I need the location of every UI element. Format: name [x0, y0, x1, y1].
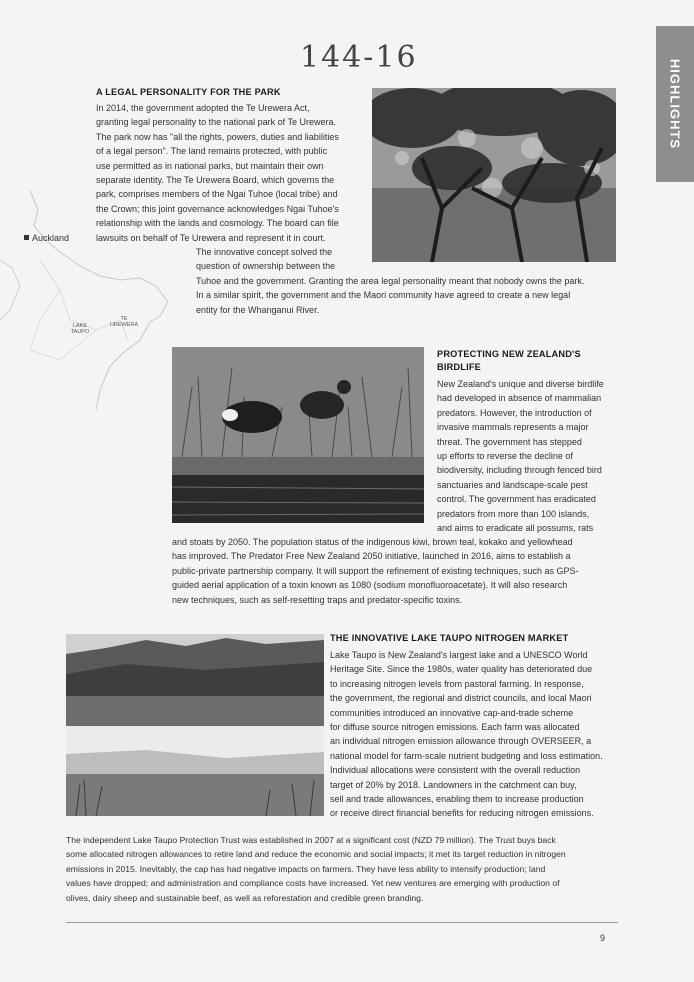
- text-line: target of 20% by 2018. Landowners in the catchment can buy,: [330, 779, 577, 790]
- footer-divider: [66, 922, 618, 923]
- text-line: some allocated nitrogen allowances to retire land and reduce the economic and social impacts; it met its target reduction in nitrogen: [66, 849, 566, 860]
- map-label-te-urewera: TE UREWERA: [109, 316, 139, 328]
- map-marker-icon: [24, 235, 29, 240]
- text-line: The park now has "all the rights, powers, duties and liabilities: [96, 131, 339, 142]
- text-line: lawsuits on behalf of Te Urewera and represent it in court.: [96, 232, 326, 243]
- page-number: 9: [600, 933, 606, 943]
- section-legal-personality-wide: [196, 274, 616, 317]
- text-line: of a legal person". The land remains protected, with public: [96, 146, 328, 157]
- text-line: sanctuaries and landscape-scale pest: [437, 479, 588, 490]
- text-line: entity for the Whanganui River.: [196, 304, 320, 315]
- text-line: an individual nitrogen emission allowance through OVERSEER, a: [330, 736, 592, 747]
- map-label-lake-taupo: LAKE TAUPO: [70, 323, 90, 335]
- text-line: question of ownership between the: [196, 261, 336, 272]
- text-line: granting legal personality to the national park of Te Urewera.: [96, 117, 336, 128]
- map-label-auckland: Auckland: [24, 233, 69, 243]
- text-line: new techniques, such as self-resetting traps and predator-specific toxins.: [172, 594, 463, 605]
- text-line: The independent Lake Taupo Protection Trust was established in 2007 at a significant cost (NZD 79 million). The Trust buys back: [66, 835, 556, 845]
- text-line: predators. However, the introduction of: [437, 407, 592, 418]
- text-line: has improved. The Predator Free New Zealand 2050 initiative, launched in 2016, aims to establish a: [172, 551, 571, 562]
- text-line: relationship with the lands and cosmology. The board can file: [96, 218, 339, 229]
- lake-photo: [66, 634, 324, 816]
- text-line: had developed in absence of mammalian: [437, 393, 602, 404]
- map-coast-inner: [0, 260, 20, 320]
- forest-photo: [372, 88, 616, 262]
- text-line: guided aerial application of a toxin known as 1080 (sodium monofluoroacetate). It will also research: [172, 580, 568, 591]
- text-line: In a similar spirit, the government and the Maori community have agreed to create a new legal: [196, 290, 571, 301]
- text-line: for diffuse source nitrogen emissions. Each farm was allocated: [330, 722, 580, 733]
- side-tab-highlights: [656, 26, 694, 182]
- text-line: control. The government has eradicated: [437, 494, 596, 505]
- text-line: predators from more than 100 islands,: [437, 508, 590, 519]
- text-line: invasive mammals represents a major: [437, 422, 589, 433]
- text-line: up efforts to reverse the decline of: [437, 451, 573, 462]
- text-line: Lake Taupo is New Zealand's largest lake and a UNESCO World: [330, 650, 588, 660]
- text-line: Individual allocations were consistent with the overall reduction: [330, 765, 581, 776]
- text-line: and aims to eradicate all possums, rats: [437, 523, 594, 534]
- text-line: public-private partnership company. It will support the refinement of existing techniques, such as GPS-: [172, 565, 579, 576]
- text-line: sell and trade allowances, enabling them to increase production: [330, 794, 584, 805]
- text-line: The innovative concept solved the: [196, 247, 333, 257]
- text-line: national model for farm-scale nutrient budgeting and loss estimation.: [330, 750, 603, 761]
- text-line: New Zealand's unique and diverse birdlife: [437, 379, 604, 389]
- side-tab-label: HIGHLIGHTS: [667, 58, 683, 150]
- text-line: to increasing nitrogen levels from pastoral farming. In response,: [330, 678, 584, 689]
- text-line: Tuhoe and the government. Granting the area legal personality meant that nobody owns the park.: [196, 276, 585, 286]
- text-line: emissions in 2015. Inevitably, the cap has had negative impacts on farmers. They have less ability to intensify production; land: [66, 863, 546, 874]
- bird-photo: [172, 347, 424, 523]
- text-line: In 2014, the government adopted the Te Urewera Act,: [96, 103, 310, 113]
- text-line: the government, the regional and district councils, and local Maori: [330, 693, 592, 704]
- text-line: olives, dairy sheep and sustainable beef, as well as reforestation and credible green branding.: [66, 892, 424, 903]
- text-line: the Crown; this joint governance acknowledges Ngai Tuhoe's: [96, 203, 339, 214]
- text-line: values have dropped; and administration and compliance costs have increased. Yet new ventures are emerging with production of: [66, 878, 560, 889]
- section-birdlife-column: [437, 377, 617, 535]
- text-line: use permitted as in national parks, but maintain their own: [96, 160, 324, 171]
- text-line: park, comprises members of the Ngai Tuhoe (local tribe) and: [96, 189, 338, 200]
- section-legal-personality-column: [96, 101, 358, 245]
- text-line: separate identity. The Te Urewera Board, which governs the: [96, 175, 335, 186]
- section-nitrogen-market-title: THE INNOVATIVE LAKE TAUPO NITROGEN MARKET: [330, 633, 569, 643]
- text-line: biodiversity, including through fenced bird: [437, 465, 602, 476]
- section-nitrogen-market-wide: [66, 833, 618, 905]
- section-legal-personality-indent: [196, 245, 366, 274]
- text-line: communities introduced an innovative cap-and-trade scheme: [330, 707, 574, 718]
- section-nitrogen-market-column: [330, 648, 617, 821]
- handwritten-note: 144-16: [300, 40, 418, 75]
- section-legal-personality-title: A LEGAL PERSONALITY FOR THE PARK: [96, 87, 281, 97]
- text-line: Heritage Site. Since the 1980s, water quality has deteriorated due: [330, 664, 593, 675]
- section-birdlife-wide: [172, 535, 618, 607]
- text-line: or receive direct financial benefits for reducing nitrogen emissions.: [330, 808, 594, 819]
- section-birdlife-title: PROTECTING NEW ZEALAND'S BIRDLIFE: [437, 349, 581, 372]
- text-line: threat. The government has stepped: [437, 436, 582, 447]
- text-line: and stoats by 2050. The population status of the indigenous kiwi, brown teal, kokako and yellowhead: [172, 537, 573, 547]
